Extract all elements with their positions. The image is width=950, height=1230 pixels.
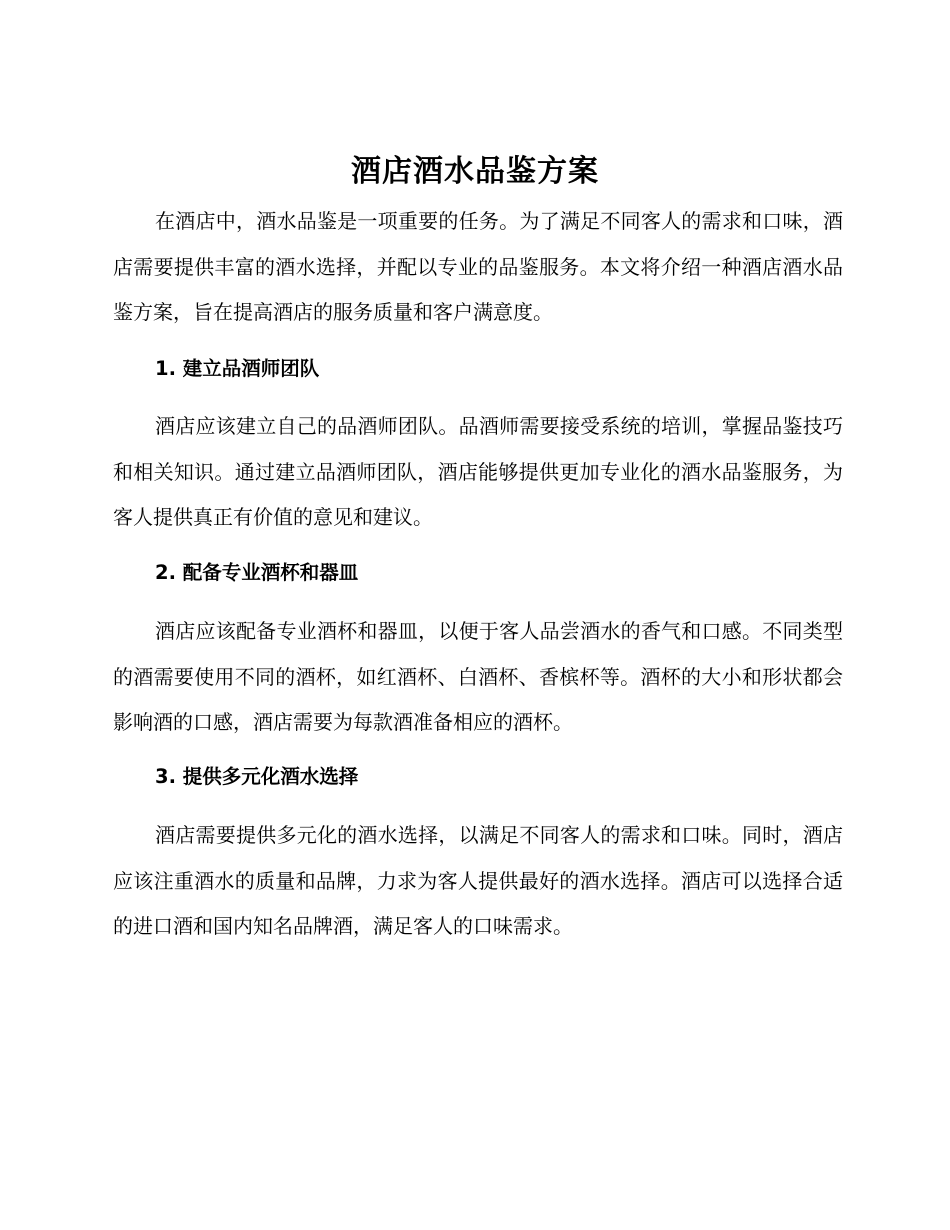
section-body-team: 酒店应该建立自己的品酒师团队。品酒师需要接受系统的培训，掌握品鉴技巧和相关知识。通过建立品酒师团队，酒店能够提供更加专业化的酒水品鉴服务，为客人提供真正有价值的意见和建议。 xyxy=(113,414,843,529)
section-body-glassware: 酒店应该配备专业酒杯和器皿，以便于客人品尝酒水的香气和口感。不同类型的酒需要使用不同的酒杯，如红酒杯、白酒杯、香槟杯等。酒杯的大小和形状都会影响酒的口感，酒店需要为每款酒准备相应的酒杯。 xyxy=(113,619,843,734)
section-heading-team: 1. 建立品酒师团队 xyxy=(155,357,320,380)
section-heading-glassware: 2. 配备专业酒杯和器皿 xyxy=(155,561,359,584)
section-body-selection: 酒店需要提供多元化的酒水选择，以满足不同客人的需求和口味。同时，酒店应该注重酒水的质量和品牌，力求为客人提供最好的酒水选择。酒店可以选择合适的进口酒和国内知名品牌酒，满足客人的口味需求。 xyxy=(113,823,843,938)
section-heading-selection: 3. 提供多元化酒水选择 xyxy=(155,765,359,788)
intro-paragraph: 在酒店中，酒水品鉴是一项重要的任务。为了满足不同客人的需求和口味，酒店需要提供丰富的酒水选择，并配以专业的品鉴服务。本文将介绍一种酒店酒水品鉴方案，旨在提高酒店的服务质量和客户满意度。 xyxy=(113,209,843,324)
document-title: 酒店酒水品鉴方案 xyxy=(351,154,599,189)
